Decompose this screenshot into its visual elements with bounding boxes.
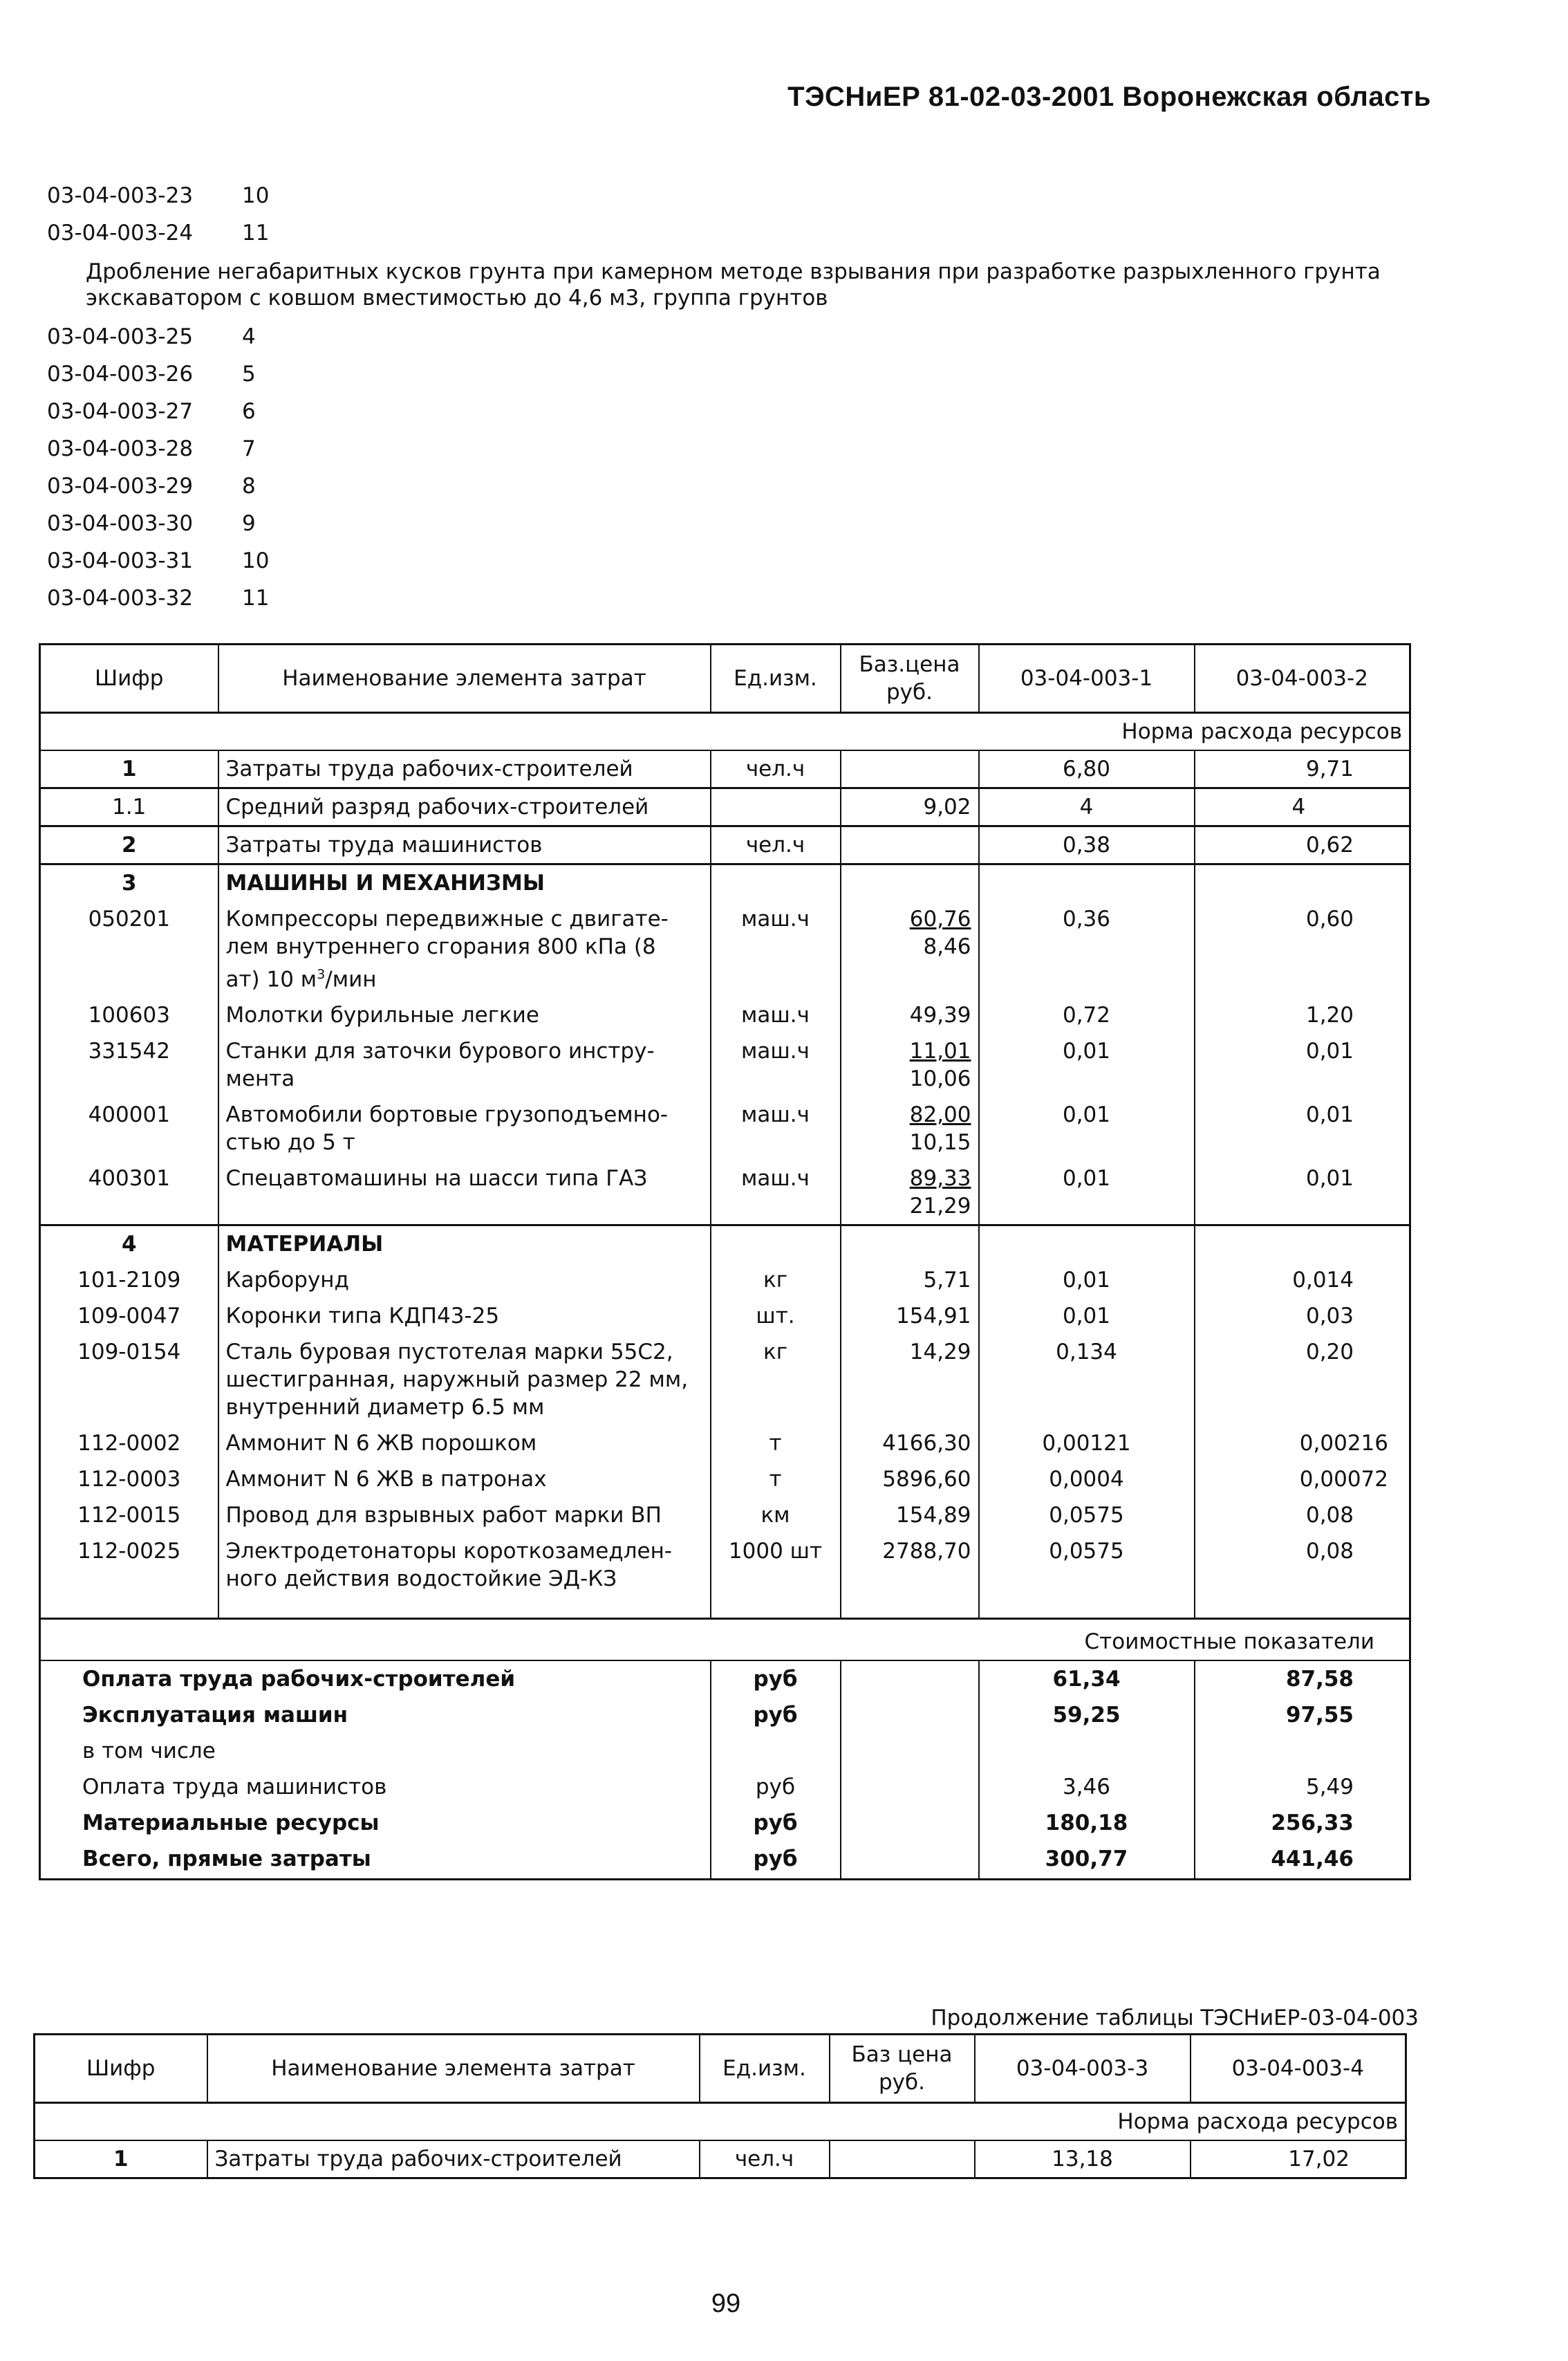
summary-row: Материальные ресурсы руб 180,18 256,33 bbox=[40, 1805, 1410, 1841]
continuation-label: Продолжение таблицы ТЭСНиЕР-03-04-003 bbox=[931, 2006, 1419, 2030]
code-number: 11 bbox=[242, 221, 270, 246]
section-row: 4 МАТЕРИАЛЫ bbox=[40, 1225, 1410, 1263]
code-row bbox=[47, 355, 1444, 393]
table-row: 1.1 Средний разряд рабочих-строителей 9,02 4 4 bbox=[40, 788, 1410, 826]
summary-row: Оплата труда машинистов руб 3,46 5,49 bbox=[40, 1769, 1410, 1805]
code: 03-04-003-32 bbox=[47, 586, 194, 611]
header-name: Наименование элемента затрат bbox=[218, 645, 711, 713]
table-row: 331542 Станки для заточки бурового инстру- мента маш.ч 11,01 10,06 0,01 0,01 bbox=[40, 1033, 1410, 1097]
table-row: 112-0025 Электродетонаторы короткозамедлен- ного действия водостойкие ЭД-КЗ 1000 шт 2788,70 0,0575 0,08 bbox=[40, 1533, 1410, 1619]
table-row: 400001 Автомобили бортовые грузоподъемно- стью до 5 т маш.ч 82,00 10,15 0,01 0,01 bbox=[40, 1097, 1410, 1160]
code-row bbox=[47, 318, 1444, 355]
code: 03-04-003-26 bbox=[47, 362, 194, 387]
code: 03-04-003-31 bbox=[47, 548, 194, 573]
summary-row: в том числе bbox=[40, 1733, 1410, 1769]
table-row: 1 Затраты труда рабочих-строителей чел.ч 13,18 17,02 bbox=[35, 2140, 1406, 2178]
norm-row bbox=[40, 713, 1410, 751]
code-number: 10 bbox=[242, 548, 270, 573]
resource-table bbox=[39, 643, 1411, 1880]
header-unit: Ед.изм. bbox=[711, 645, 841, 713]
norm-row: Норма расхода ресурсов bbox=[35, 2103, 1406, 2141]
code-number: 11 bbox=[242, 586, 270, 611]
code-number: 10 bbox=[242, 183, 270, 208]
code-row bbox=[47, 393, 1444, 430]
header-col1: 03-04-003-1 bbox=[979, 645, 1195, 713]
table-row: 112-0015 Провод для взрывных работ марки ВП км 154,89 0,0575 0,08 bbox=[40, 1497, 1410, 1533]
cost-label-row: Стоимостные показатели bbox=[40, 1619, 1410, 1661]
norm-label: Норма расхода ресурсов bbox=[40, 713, 1410, 751]
work-description: Дробление негабаритных кусков грунта при камерном методе взрывания при разработке разрыхленного грунта экскаватором с ковшом вместимостью до 4,6 м3, группа грунтов bbox=[86, 259, 1381, 311]
code: 03-04-003-27 bbox=[47, 399, 194, 424]
code-row bbox=[47, 467, 1444, 505]
table-header-row: Шифр Наименование элемента затрат Ед.изм. Баз цена руб. 03-04-003-3 03-04-003-4 bbox=[35, 2035, 1406, 2103]
code-row bbox=[47, 430, 1444, 467]
code-row bbox=[47, 580, 1444, 617]
code: 03-04-003-29 bbox=[47, 474, 194, 499]
resource-table-continuation bbox=[33, 2033, 1407, 2179]
code: 03-04-003-30 bbox=[47, 511, 194, 536]
header-code: Шифр bbox=[40, 645, 218, 713]
document-header: ТЭСНиЕР 81-02-03-2001 Воронежская область bbox=[787, 82, 1431, 112]
code-number: 9 bbox=[242, 511, 256, 536]
table-row: 109-0154 Сталь буровая пустотелая марки 55С2, шестигранная, наружный размер 22 мм, внутренний диаметр 6.5 мм кг 14,29 0,134 0,20 bbox=[40, 1334, 1410, 1425]
table-row: 400301 Спецавтомашины на шасси типа ГАЗ маш.ч 89,33 21,29 0,01 0,01 bbox=[40, 1160, 1410, 1225]
table-row: 100603 Молотки бурильные легкие маш.ч 49,39 0,72 1,20 bbox=[40, 997, 1410, 1033]
code-list bbox=[47, 177, 1444, 617]
header-col2: 03-04-003-2 bbox=[1195, 645, 1410, 713]
code: 03-04-003-23 bbox=[47, 183, 194, 208]
code-row bbox=[47, 177, 1444, 214]
code-number: 5 bbox=[242, 362, 256, 387]
summary-row: Оплата труда рабочих-строителей руб 61,34 87,58 bbox=[40, 1660, 1410, 1697]
table-row: 1 Затраты труда рабочих-строителей чел.ч 6,80 9,71 bbox=[40, 750, 1410, 788]
code-number: 6 bbox=[242, 399, 256, 424]
table-row: 109-0047 Коронки типа КДП43-25 шт. 154,91 0,01 0,03 bbox=[40, 1298, 1410, 1334]
code-number: 7 bbox=[242, 436, 256, 461]
code: 03-04-003-28 bbox=[47, 436, 194, 461]
table-header-row bbox=[40, 645, 1410, 713]
code: 03-04-003-25 bbox=[47, 324, 194, 349]
summary-row: Всего, прямые затраты руб 300,77 441,46 bbox=[40, 1841, 1410, 1880]
table-row: 2 Затраты труда машинистов чел.ч 0,38 0,62 bbox=[40, 826, 1410, 864]
code-number: 8 bbox=[242, 474, 256, 499]
code-row bbox=[47, 542, 1444, 580]
code-row bbox=[47, 214, 1444, 252]
header-price: Баз.цена руб. bbox=[841, 645, 979, 713]
table-row: 112-0002 Аммонит N 6 ЖВ порошком т 4166,30 0,00121 0,00216 bbox=[40, 1425, 1410, 1461]
page-number: 99 bbox=[711, 2289, 741, 2318]
table-row: 050201 Компрессоры передвижные с двигате- лем внутреннего сгорания 800 кПа (8 ат) 10 $м^3$/мин маш.ч 60,76 8,46 0,36 0,60 bbox=[40, 901, 1410, 997]
section-row: 3 МАШИНЫ И МЕХАНИЗМЫ bbox=[40, 864, 1410, 902]
code-number: 4 bbox=[242, 324, 256, 349]
code: 03-04-003-24 bbox=[47, 221, 194, 246]
summary-row: Эксплуатация машин руб 59,25 97,55 bbox=[40, 1697, 1410, 1733]
table-row: 101-2109 Карборунд кг 5,71 0,01 0,014 bbox=[40, 1262, 1410, 1298]
code-row bbox=[47, 505, 1444, 542]
table-row: 112-0003 Аммонит N 6 ЖВ в патронах т 5896,60 0,0004 0,00072 bbox=[40, 1461, 1410, 1497]
